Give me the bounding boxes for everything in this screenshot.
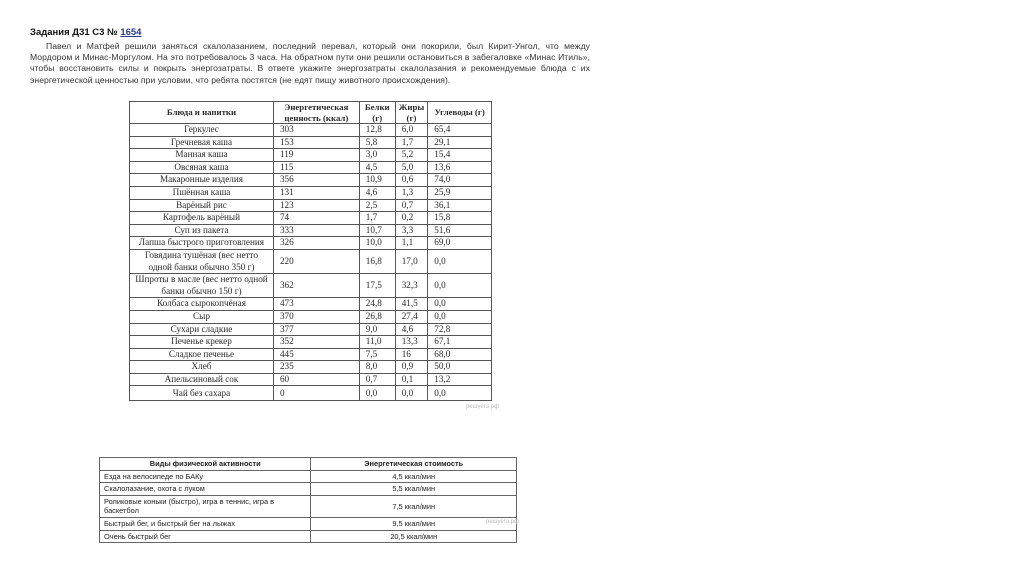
value-cell: 10,9 — [359, 174, 395, 187]
activity-cell: Скалолазание, охота с луком — [100, 483, 311, 496]
dish-name-cell: Лапша быстрого приготовления — [130, 237, 274, 250]
table-row — [130, 274, 492, 298]
energy-cost-cell: 20,5 ккал/мин — [311, 530, 517, 543]
value-cell: 32,3 — [395, 274, 428, 298]
value-cell: 153 — [273, 136, 359, 149]
value-cell: 17,5 — [359, 274, 395, 298]
table-row — [130, 386, 492, 401]
header-carbs: Углеводы (г) — [428, 102, 492, 124]
table-row — [130, 237, 492, 250]
value-cell: 67,1 — [428, 336, 492, 349]
activity-cell: Быстрый бег, и быстрый бег на лыжах — [100, 517, 311, 530]
value-cell: 10,7 — [359, 224, 395, 237]
value-cell: 220 — [273, 249, 359, 273]
table-row — [130, 361, 492, 374]
value-cell: 0,0 — [359, 386, 395, 401]
dish-name-cell: Хлеб — [130, 361, 274, 374]
value-cell: 0,0 — [428, 274, 492, 298]
activity-cell: Роликовые коньки (быстро), игра в теннис, игра в баскетбол — [100, 495, 311, 517]
table-row — [130, 348, 492, 361]
value-cell: 2,5 — [359, 199, 395, 212]
header-energy: Энергетическая ценность (ккал) — [273, 102, 359, 124]
value-cell: 0,0 — [428, 310, 492, 323]
table-row — [130, 298, 492, 311]
value-cell: 74,0 — [428, 174, 492, 187]
energy-cost-cell: 7,5 ккал/мин — [311, 495, 517, 517]
value-cell: 25,9 — [428, 186, 492, 199]
dish-name-cell: Геркулес — [130, 124, 274, 137]
value-cell: 0,7 — [359, 373, 395, 386]
activity-table-header-row — [100, 458, 517, 471]
table-row — [130, 199, 492, 212]
value-cell: 115 — [273, 161, 359, 174]
value-cell: 51,6 — [428, 224, 492, 237]
value-cell: 131 — [273, 186, 359, 199]
value-cell: 473 — [273, 298, 359, 311]
value-cell: 3,3 — [395, 224, 428, 237]
value-cell: 303 — [273, 124, 359, 137]
value-cell: 7,5 — [359, 348, 395, 361]
dish-name-cell: Шпроты в масле (вес нетто одной банки обычно 150 г) — [130, 274, 274, 298]
value-cell: 69,0 — [428, 237, 492, 250]
value-cell: 65,4 — [428, 124, 492, 137]
value-cell: 4,6 — [359, 186, 395, 199]
table-row — [100, 530, 517, 543]
value-cell: 16,8 — [359, 249, 395, 273]
dish-name-cell: Чай без сахара — [130, 386, 274, 401]
value-cell: 11,0 — [359, 336, 395, 349]
value-cell: 377 — [273, 323, 359, 336]
value-cell: 9,0 — [359, 323, 395, 336]
value-cell: 1,7 — [395, 136, 428, 149]
dish-name-cell: Суп из пакета — [130, 224, 274, 237]
value-cell: 356 — [273, 174, 359, 187]
value-cell: 15,4 — [428, 149, 492, 162]
value-cell: 17,0 — [395, 249, 428, 273]
value-cell: 74 — [273, 212, 359, 225]
value-cell: 0,9 — [395, 361, 428, 374]
value-cell: 0,0 — [428, 298, 492, 311]
activity-table-body — [100, 470, 517, 543]
value-cell: 6,0 — [395, 124, 428, 137]
table-row — [100, 483, 517, 496]
value-cell: 13,2 — [428, 373, 492, 386]
value-cell: 16 — [395, 348, 428, 361]
value-cell: 12,8 — [359, 124, 395, 137]
value-cell: 4,5 — [359, 161, 395, 174]
table-row — [130, 124, 492, 137]
task-number-link[interactable]: 1654 — [120, 27, 142, 38]
activity-energy-table — [99, 457, 517, 543]
value-cell: 41,5 — [395, 298, 428, 311]
value-cell: 333 — [273, 224, 359, 237]
dish-name-cell: Овсяная каша — [130, 161, 274, 174]
energy-cost-cell: 5,5 ккал/мин — [311, 483, 517, 496]
watermark: решуегэ.рф — [486, 519, 519, 525]
dish-name-cell: Говядина тушёная (вес нетто одной банки обычно 350 г) — [130, 249, 274, 273]
watermark: решуегэ.рф — [466, 404, 499, 410]
value-cell: 326 — [273, 237, 359, 250]
table-row — [130, 174, 492, 187]
dish-name-cell: Пшённая каша — [130, 186, 274, 199]
value-cell: 0,0 — [395, 386, 428, 401]
food-table-body — [130, 124, 492, 401]
dish-name-cell: Гречневая каша — [130, 136, 274, 149]
value-cell: 27,4 — [395, 310, 428, 323]
header-dish: Блюда и напитки — [130, 102, 274, 124]
value-cell: 1,1 — [395, 237, 428, 250]
value-cell: 0 — [273, 386, 359, 401]
value-cell: 123 — [273, 199, 359, 212]
value-cell: 50,0 — [428, 361, 492, 374]
header-protein: Белки (г) — [359, 102, 395, 124]
value-cell: 5,8 — [359, 136, 395, 149]
table-row — [130, 212, 492, 225]
value-cell: 0,1 — [395, 373, 428, 386]
problem-text: Павел и Матфей решили заняться скалолазанием, последний перевал, который они покорили, был Кирит-Унгол, что между Мордором и Минас-Моргулом. На это потребовалось 3 часа. На обратном пути они решили остановиться в забегаловке «Минас Итиль», чтобы восстановить силы и покрыть энергозатраты. В ответе укажите энергозатраты скалолазания и рекомендуемые блюда с их энергетической ценностью при условии, что ребята постятся (не едят пищу животного происхождения). — [30, 41, 590, 85]
value-cell: 0,0 — [428, 249, 492, 273]
table-row — [130, 249, 492, 273]
value-cell: 1,7 — [359, 212, 395, 225]
value-cell: 0,0 — [428, 386, 492, 401]
dish-name-cell: Картофель варёный — [130, 212, 274, 225]
dish-name-cell: Сухари сладкие — [130, 323, 274, 336]
table-row — [100, 495, 517, 517]
value-cell: 3,0 — [359, 149, 395, 162]
value-cell: 5,2 — [395, 149, 428, 162]
value-cell: 29,1 — [428, 136, 492, 149]
value-cell: 0,6 — [395, 174, 428, 187]
header-energy-cost: Энергетическая стоимость — [311, 458, 517, 471]
table-row — [130, 161, 492, 174]
value-cell: 352 — [273, 336, 359, 349]
dish-name-cell: Колбаса сырокопчёная — [130, 298, 274, 311]
dish-name-cell: Варёный рис — [130, 199, 274, 212]
value-cell: 5,0 — [395, 161, 428, 174]
dish-name-cell: Печенье крекер — [130, 336, 274, 349]
header-activity: Виды физической активности — [100, 458, 311, 471]
value-cell: 60 — [273, 373, 359, 386]
value-cell: 445 — [273, 348, 359, 361]
header-fat: Жиры (г) — [395, 102, 428, 124]
value-cell: 72,8 — [428, 323, 492, 336]
table-row — [130, 224, 492, 237]
table-row — [130, 186, 492, 199]
task-title: Задания Д31 C3 № — [30, 27, 118, 38]
value-cell: 13,6 — [428, 161, 492, 174]
value-cell: 8,0 — [359, 361, 395, 374]
value-cell: 0,2 — [395, 212, 428, 225]
food-table-header-row — [130, 102, 492, 124]
value-cell: 26,8 — [359, 310, 395, 323]
value-cell: 362 — [273, 274, 359, 298]
dish-name-cell: Макаронные изделия — [130, 174, 274, 187]
dish-name-cell: Манная каша — [130, 149, 274, 162]
value-cell: 370 — [273, 310, 359, 323]
table-row — [130, 310, 492, 323]
energy-cost-cell: 4,5 ккал/мин — [311, 470, 517, 483]
value-cell: 4,6 — [395, 323, 428, 336]
food-energy-table — [129, 101, 492, 401]
table-row — [100, 470, 517, 483]
table-row — [130, 136, 492, 149]
table-row — [130, 336, 492, 349]
value-cell: 1,3 — [395, 186, 428, 199]
dish-name-cell: Апельсиновый сок — [130, 373, 274, 386]
value-cell: 13,3 — [395, 336, 428, 349]
value-cell: 24,8 — [359, 298, 395, 311]
table-row — [130, 149, 492, 162]
value-cell: 15,8 — [428, 212, 492, 225]
value-cell: 36,1 — [428, 199, 492, 212]
energy-cost-cell: 9,5 ккал/мин — [311, 517, 517, 530]
value-cell: 10,0 — [359, 237, 395, 250]
task-header — [30, 27, 141, 38]
dish-name-cell: Сладкое печенье — [130, 348, 274, 361]
dish-name-cell: Сыр — [130, 310, 274, 323]
value-cell: 119 — [273, 149, 359, 162]
activity-cell: Очень быстрый бег — [100, 530, 311, 543]
activity-cell: Езда на велосипеде по БАКу — [100, 470, 311, 483]
value-cell: 68,0 — [428, 348, 492, 361]
table-row — [100, 517, 517, 530]
table-row — [130, 373, 492, 386]
table-row — [130, 323, 492, 336]
value-cell: 0,7 — [395, 199, 428, 212]
value-cell: 235 — [273, 361, 359, 374]
